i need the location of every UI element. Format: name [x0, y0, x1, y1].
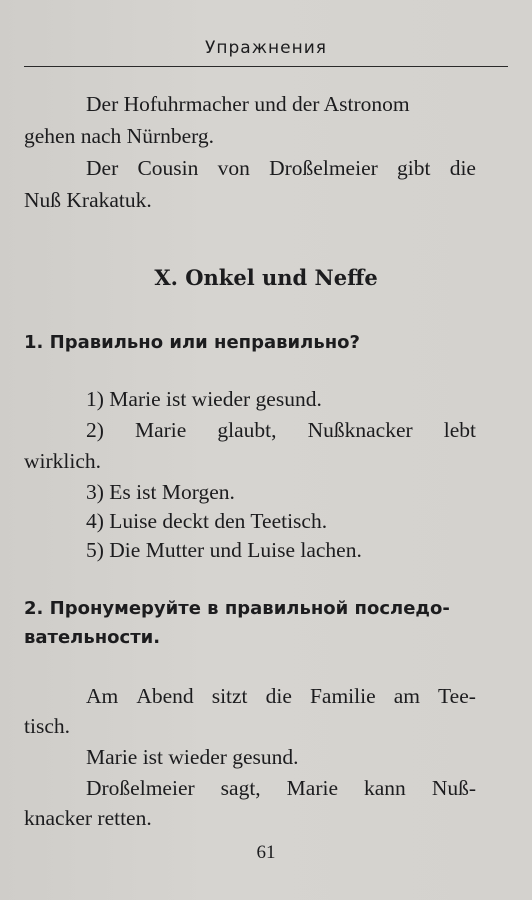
word: gibt [397, 156, 431, 180]
page-number: 61 [256, 842, 276, 863]
task1-item4: 4) Luise deckt den Teetisch. [86, 509, 328, 533]
word: lebt [443, 418, 476, 442]
word: Marie [134, 418, 187, 442]
task1-item3: 3) Es ist Morgen. [86, 480, 235, 504]
word: die [265, 684, 292, 708]
header-rule [24, 66, 508, 67]
paragraph2-line1 [86, 156, 476, 181]
word: Familie [309, 684, 376, 708]
task2-heading-line2: вательности. [24, 627, 161, 648]
task2-sentence3 [86, 776, 476, 801]
word: glaubt, [217, 418, 277, 442]
task2-heading-line1: 2. Пронумеруйте в правильной последо- [24, 598, 450, 619]
running-header: Упражнения [205, 38, 327, 58]
word: 2) [86, 418, 104, 442]
word: Am [86, 684, 119, 708]
word: Droßelmeier [86, 776, 195, 800]
task1-heading: 1. Правильно или неправильно? [24, 332, 360, 353]
word: Cousin [137, 156, 199, 180]
word: kann [364, 776, 406, 800]
paragraph1-line1: Der Hofuhrmacher und der Astronom [86, 92, 410, 116]
task2-sentence1 [86, 684, 476, 709]
word: am [393, 684, 420, 708]
paragraph1-line2: gehen nach Nürnberg. [24, 124, 215, 148]
word: von [217, 156, 250, 180]
word: sitzt [211, 684, 248, 708]
paragraph2-line2: Nuß Krakatuk. [24, 188, 152, 212]
word: Marie [286, 776, 339, 800]
task2-sentence1-cont: tisch. [24, 714, 70, 738]
task1-item2-cont: wirklich. [24, 449, 102, 473]
task2-sentence3-cont: knacker retten. [24, 806, 152, 830]
word: Nußknacker [307, 418, 413, 442]
chapter-title: X. Onkel und Neffe [154, 265, 378, 290]
word: Droßelmeier [269, 156, 378, 180]
task2-sentence2: Marie ist wieder gesund. [86, 745, 299, 769]
word: Abend [136, 684, 194, 708]
task1-item2 [86, 418, 476, 443]
word: Tee- [438, 684, 476, 708]
word: die [449, 156, 476, 180]
word: Nuß- [431, 776, 476, 800]
task1-item1: 1) Marie ist wieder gesund. [86, 387, 322, 411]
word: Der [86, 156, 119, 180]
task1-item5: 5) Die Mutter und Luise lachen. [86, 538, 362, 562]
word: sagt, [220, 776, 261, 800]
